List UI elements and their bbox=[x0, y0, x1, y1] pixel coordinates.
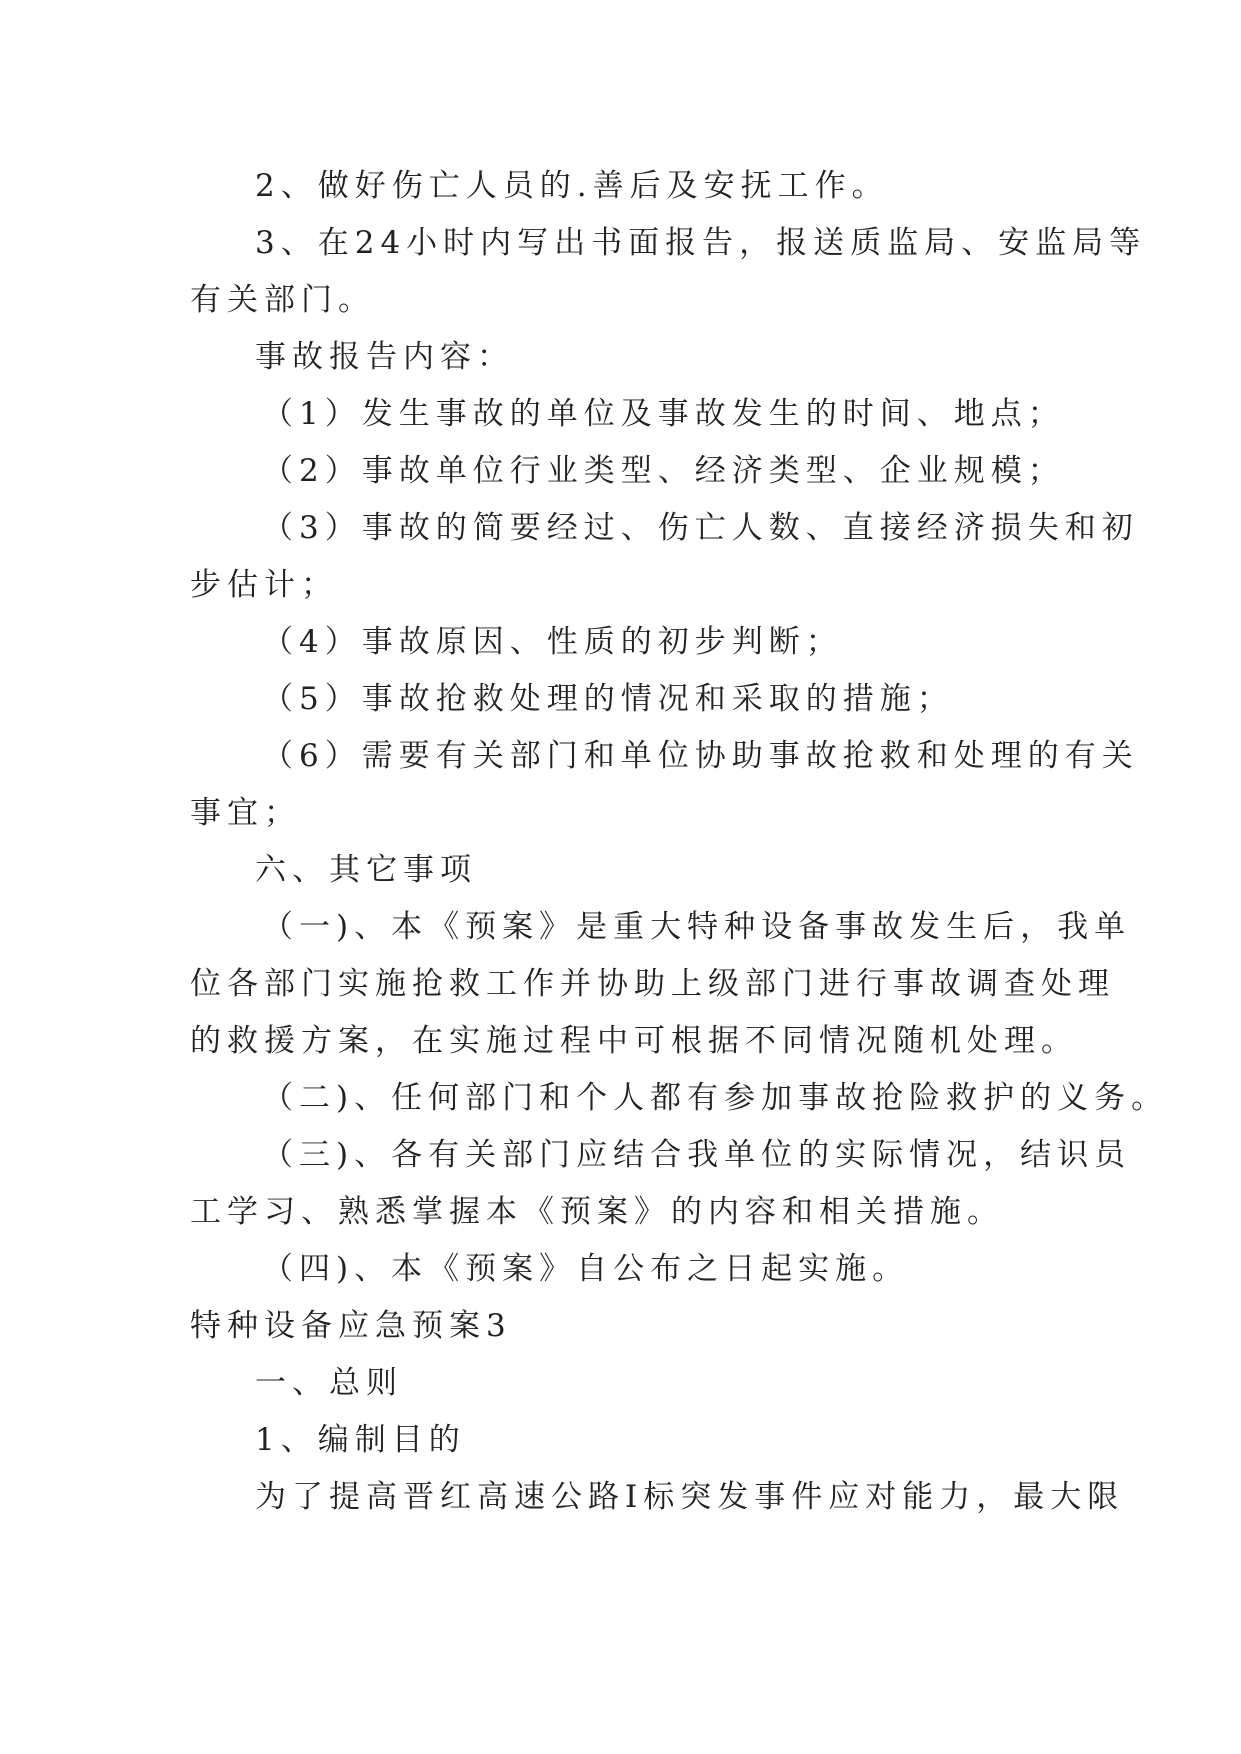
list-item: （一)、本《预案》是重大特种设备事故发生后，我单 bbox=[262, 909, 1132, 945]
paragraph-line: 2、做好伤亡人员的.善后及安抚工作。 bbox=[255, 168, 889, 204]
list-item-continuation: 步估计； bbox=[190, 567, 338, 603]
list-item: （二)、任何部门和个人都有参加事故抢险救护的义务。 bbox=[262, 1080, 1169, 1116]
paragraph-line: 3、在24小时内写出书面报告，报送质监局、安监局等 bbox=[255, 225, 1147, 261]
section-label: 事故报告内容： bbox=[255, 339, 514, 375]
subsection-heading: 1、编制目的 bbox=[255, 1422, 466, 1458]
section-heading: 一、总则 bbox=[255, 1365, 403, 1401]
list-item-continuation: 事宜； bbox=[190, 795, 301, 831]
list-item: （4）事故原因、性质的初步判断； bbox=[262, 624, 843, 660]
section-heading: 六、其它事项 bbox=[255, 852, 477, 888]
paragraph-line: 为了提高晋红高速公路Ⅰ标突发事件应对能力，最大限 bbox=[255, 1479, 1125, 1515]
list-item: （三)、各有关部门应结合我单位的实际情况，结识员 bbox=[262, 1137, 1132, 1173]
list-item: （5）事故抢救处理的情况和采取的措施； bbox=[262, 681, 954, 717]
list-item: （3）事故的简要经过、伤亡人数、直接经济损失和初 bbox=[262, 510, 1139, 546]
document-title: 特种设备应急预案3 bbox=[190, 1308, 512, 1344]
paragraph-line: 有关部门。 bbox=[190, 282, 375, 318]
list-item-continuation: 位各部门实施抢救工作并协助上级部门进行事故调查处理 bbox=[190, 966, 1115, 1002]
list-item: （1）发生事故的单位及事故发生的时间、地点； bbox=[262, 396, 1065, 432]
list-item-continuation: 工学习、熟悉掌握本《预案》的内容和相关措施。 bbox=[190, 1194, 1004, 1230]
list-item: （6）需要有关部门和单位协助事故抢救和处理的有关 bbox=[262, 738, 1139, 774]
list-item-continuation: 的救援方案，在实施过程中可根据不同情况随机处理。 bbox=[190, 1023, 1078, 1059]
list-item: （2）事故单位行业类型、经济类型、企业规模； bbox=[262, 453, 1065, 489]
list-item: （四)、本《预案》自公布之日起实施。 bbox=[262, 1251, 910, 1287]
